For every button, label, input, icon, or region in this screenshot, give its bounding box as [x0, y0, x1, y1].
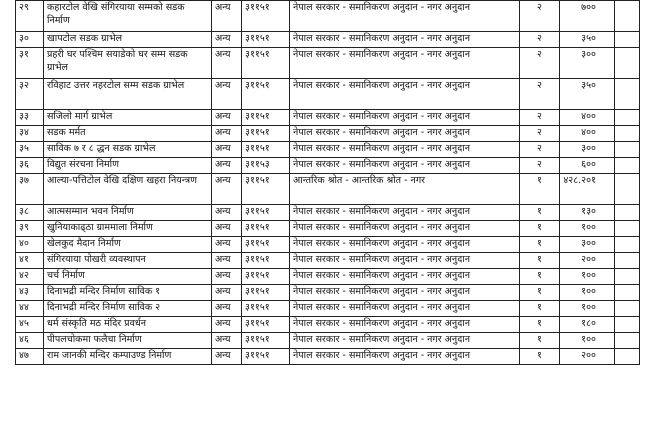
- funding-source-cell: नेपाल सरकार - समानिकरण अनुदान - नगर अनुदान: [290, 349, 520, 365]
- funding-source-cell: नेपाल सरकार - समानिकरण अनुदान - नगर अनुदान: [290, 237, 520, 253]
- funding-source-cell: नेपाल सरकार - समानिकरण अनुदान - नगर अनुदान: [290, 333, 520, 349]
- table-row: [16, 110, 640, 126]
- serial-number-cell: २९: [16, 1, 44, 32]
- serial-number-cell: ४२: [16, 269, 44, 285]
- table-row: [16, 269, 640, 285]
- type-cell: अन्य: [212, 333, 242, 349]
- type-cell: अन्य: [212, 158, 242, 174]
- empty-cell: [615, 237, 640, 253]
- empty-cell: [615, 205, 640, 221]
- project-name-cell: सजिलो मार्ग ग्राभेल: [44, 110, 212, 126]
- funding-source-cell: नेपाल सरकार - समानिकरण अनुदान - नगर अनुदान: [290, 221, 520, 237]
- type-cell: अन्य: [212, 48, 242, 79]
- amount-cell: २००: [560, 349, 615, 365]
- serial-number-cell: ३६: [16, 158, 44, 174]
- amount-cell: ४२८.२०१: [560, 174, 615, 205]
- quantity-cell: १: [520, 285, 560, 301]
- amount-cell: ३५०: [560, 79, 615, 110]
- table-body: [16, 1, 640, 365]
- type-cell: अन्य: [212, 205, 242, 221]
- project-name-cell: राम जानकी मन्दिर कम्पाउण्ड निर्माण: [44, 349, 212, 365]
- type-cell: अन्य: [212, 174, 242, 205]
- funding-source-cell: नेपाल सरकार - समानिकरण अनुदान - नगर अनुदान: [290, 317, 520, 333]
- quantity-cell: १: [520, 221, 560, 237]
- budget-code-cell: ३११५१: [242, 110, 290, 126]
- type-cell: अन्य: [212, 142, 242, 158]
- project-name-cell: प्रहरी घर पश्चिम सयाडेको घर सम्म सडक ग्राभेल: [44, 48, 212, 79]
- budget-code-cell: ३११५१: [242, 174, 290, 205]
- empty-cell: [615, 317, 640, 333]
- project-name-cell: कहारटोल वेखि संगिरयाया सम्मको सडक निर्माण: [44, 1, 212, 32]
- budget-code-cell: ३११५१: [242, 79, 290, 110]
- project-name-cell: धर्म संस्कृति मठ मंदिर प्रवर्धन: [44, 317, 212, 333]
- serial-number-cell: ४०: [16, 237, 44, 253]
- funding-source-cell: नेपाल सरकार - समानिकरण अनुदान - नगर अनुदान: [290, 79, 520, 110]
- type-cell: अन्य: [212, 301, 242, 317]
- serial-number-cell: ४३: [16, 285, 44, 301]
- budget-code-cell: ३११५१: [242, 285, 290, 301]
- empty-cell: [615, 79, 640, 110]
- project-name-cell: आल्या-पत्तिटोल वेखि दक्षिण खहरा नियन्त्रण: [44, 174, 212, 205]
- budget-code-cell: ३११५१: [242, 221, 290, 237]
- table-row: [16, 205, 640, 221]
- serial-number-cell: ४७: [16, 349, 44, 365]
- amount-cell: १३०: [560, 205, 615, 221]
- empty-cell: [615, 32, 640, 48]
- project-name-cell: रविहाट उत्तर नहरटोल सम्म सडक ग्राभेल: [44, 79, 212, 110]
- project-name-cell: आत्मसम्मान भवन निर्माण: [44, 205, 212, 221]
- quantity-cell: १: [520, 317, 560, 333]
- budget-code-cell: ३११५१: [242, 237, 290, 253]
- budget-code-cell: ३११५१: [242, 317, 290, 333]
- type-cell: अन्य: [212, 79, 242, 110]
- table-row: [16, 253, 640, 269]
- budget-code-cell: ३११५३: [242, 158, 290, 174]
- table-row: [16, 142, 640, 158]
- amount-cell: ३५०: [560, 32, 615, 48]
- amount-cell: १००: [560, 285, 615, 301]
- table-row: [16, 317, 640, 333]
- quantity-cell: १: [520, 349, 560, 365]
- funding-source-cell: नेपाल सरकार - समानिकरण अनुदान - नगर अनुदान: [290, 158, 520, 174]
- budget-table: [15, 0, 640, 365]
- project-name-cell: साविक ७ र ८ द्धन सडक ग्राभेल: [44, 142, 212, 158]
- amount-cell: ३००: [560, 237, 615, 253]
- budget-code-cell: ३११५१: [242, 48, 290, 79]
- budget-code-cell: ३११५१: [242, 349, 290, 365]
- budget-code-cell: ३११५१: [242, 142, 290, 158]
- table-row: [16, 126, 640, 142]
- table-row: [16, 237, 640, 253]
- quantity-cell: २: [520, 110, 560, 126]
- quantity-cell: १: [520, 253, 560, 269]
- budget-code-cell: ३११५१: [242, 333, 290, 349]
- project-name-cell: खापटोल सडक ग्राभेल: [44, 32, 212, 48]
- empty-cell: [615, 285, 640, 301]
- budget-code-cell: ३११५१: [242, 1, 290, 32]
- serial-number-cell: ४१: [16, 253, 44, 269]
- empty-cell: [615, 158, 640, 174]
- table-row: [16, 301, 640, 317]
- serial-number-cell: ३२: [16, 79, 44, 110]
- type-cell: अन्य: [212, 126, 242, 142]
- amount-cell: १००: [560, 333, 615, 349]
- serial-number-cell: ४६: [16, 333, 44, 349]
- project-name-cell: दिनाभद्री मन्दिर निर्माण साविक २: [44, 301, 212, 317]
- project-name-cell: संगिरयाया पोखरी व्यवस्थापन: [44, 253, 212, 269]
- empty-cell: [615, 48, 640, 79]
- amount-cell: १००: [560, 269, 615, 285]
- empty-cell: [615, 253, 640, 269]
- serial-number-cell: ४४: [16, 301, 44, 317]
- serial-number-cell: ३५: [16, 142, 44, 158]
- empty-cell: [615, 349, 640, 365]
- project-name-cell: सडक मर्मत: [44, 126, 212, 142]
- serial-number-cell: ३८: [16, 205, 44, 221]
- type-cell: अन्य: [212, 285, 242, 301]
- funding-source-cell: नेपाल सरकार - समानिकरण अनुदान - नगर अनुदान: [290, 269, 520, 285]
- type-cell: अन्य: [212, 349, 242, 365]
- project-name-cell: दिनाभद्री मन्दिर निर्माण साविक १: [44, 285, 212, 301]
- amount-cell: ४००: [560, 110, 615, 126]
- budget-code-cell: ३११५१: [242, 253, 290, 269]
- empty-cell: [615, 126, 640, 142]
- funding-source-cell: नेपाल सरकार - समानिकरण अनुदान - नगर अनुदान: [290, 110, 520, 126]
- empty-cell: [615, 1, 640, 32]
- project-name-cell: खुनियाकाढ्ठा ग्राममाला निर्माण: [44, 221, 212, 237]
- table-row: [16, 79, 640, 110]
- quantity-cell: १: [520, 333, 560, 349]
- amount-cell: १००: [560, 301, 615, 317]
- budget-code-cell: ३११५१: [242, 269, 290, 285]
- type-cell: अन्य: [212, 253, 242, 269]
- serial-number-cell: ३७: [16, 174, 44, 205]
- table-row: [16, 333, 640, 349]
- funding-source-cell: नेपाल सरकार - समानिकरण अनुदान - नगर अनुदान: [290, 205, 520, 221]
- project-name-cell: चर्च निर्माण: [44, 269, 212, 285]
- quantity-cell: २: [520, 1, 560, 32]
- amount-cell: ४००: [560, 126, 615, 142]
- table-row: [16, 349, 640, 365]
- quantity-cell: १: [520, 269, 560, 285]
- amount-cell: ३००: [560, 48, 615, 79]
- quantity-cell: २: [520, 48, 560, 79]
- empty-cell: [615, 221, 640, 237]
- table-row: [16, 174, 640, 205]
- table-row: [16, 1, 640, 32]
- serial-number-cell: ४५: [16, 317, 44, 333]
- funding-source-cell: नेपाल सरकार - समानिकरण अनुदान - नगर अनुदान: [290, 1, 520, 32]
- table-row: [16, 285, 640, 301]
- quantity-cell: १: [520, 237, 560, 253]
- amount-cell: २००: [560, 253, 615, 269]
- funding-source-cell: नेपाल सरकार - समानिकरण अनुदान - नगर अनुदान: [290, 142, 520, 158]
- budget-code-cell: ३११५१: [242, 32, 290, 48]
- quantity-cell: १: [520, 174, 560, 205]
- serial-number-cell: ३०: [16, 32, 44, 48]
- funding-source-cell: नेपाल सरकार - समानिकरण अनुदान - नगर अनुदान: [290, 301, 520, 317]
- serial-number-cell: ३९: [16, 221, 44, 237]
- type-cell: अन्य: [212, 32, 242, 48]
- empty-cell: [615, 301, 640, 317]
- type-cell: अन्य: [212, 1, 242, 32]
- funding-source-cell: नेपाल सरकार - समानिकरण अनुदान - नगर अनुदान: [290, 126, 520, 142]
- empty-cell: [615, 142, 640, 158]
- type-cell: अन्य: [212, 317, 242, 333]
- amount-cell: ७००: [560, 1, 615, 32]
- amount-cell: १८०: [560, 317, 615, 333]
- type-cell: अन्य: [212, 110, 242, 126]
- project-name-cell: पीपलचोकमा फलैचा निर्माण: [44, 333, 212, 349]
- quantity-cell: १: [520, 301, 560, 317]
- funding-source-cell: नेपाल सरकार - समानिकरण अनुदान - नगर अनुदान: [290, 285, 520, 301]
- budget-code-cell: ३११५१: [242, 126, 290, 142]
- project-name-cell: खेलकुद मैदान निर्माण: [44, 237, 212, 253]
- empty-cell: [615, 333, 640, 349]
- quantity-cell: १: [520, 205, 560, 221]
- empty-cell: [615, 174, 640, 205]
- funding-source-cell: नेपाल सरकार - समानिकरण अनुदान - नगर अनुदान: [290, 32, 520, 48]
- quantity-cell: २: [520, 32, 560, 48]
- table-row: [16, 48, 640, 79]
- amount-cell: १००: [560, 221, 615, 237]
- serial-number-cell: ३४: [16, 126, 44, 142]
- serial-number-cell: ३१: [16, 48, 44, 79]
- quantity-cell: २: [520, 158, 560, 174]
- table-row: [16, 32, 640, 48]
- amount-cell: ६००: [560, 158, 615, 174]
- quantity-cell: २: [520, 79, 560, 110]
- empty-cell: [615, 269, 640, 285]
- type-cell: अन्य: [212, 269, 242, 285]
- quantity-cell: २: [520, 142, 560, 158]
- quantity-cell: २: [520, 126, 560, 142]
- type-cell: अन्य: [212, 237, 242, 253]
- budget-code-cell: ३११५१: [242, 301, 290, 317]
- empty-cell: [615, 110, 640, 126]
- type-cell: अन्य: [212, 221, 242, 237]
- project-name-cell: विद्युत संरचना निर्माण: [44, 158, 212, 174]
- table-row: [16, 221, 640, 237]
- funding-source-cell: आन्तरिक श्रोत - आन्तरिक श्रोत - नगर: [290, 174, 520, 205]
- funding-source-cell: नेपाल सरकार - समानिकरण अनुदान - नगर अनुदान: [290, 253, 520, 269]
- table-row: [16, 158, 640, 174]
- amount-cell: ३००: [560, 142, 615, 158]
- funding-source-cell: नेपाल सरकार - समानिकरण अनुदान - नगर अनुदान: [290, 48, 520, 79]
- budget-code-cell: ३११५१: [242, 205, 290, 221]
- serial-number-cell: ३३: [16, 110, 44, 126]
